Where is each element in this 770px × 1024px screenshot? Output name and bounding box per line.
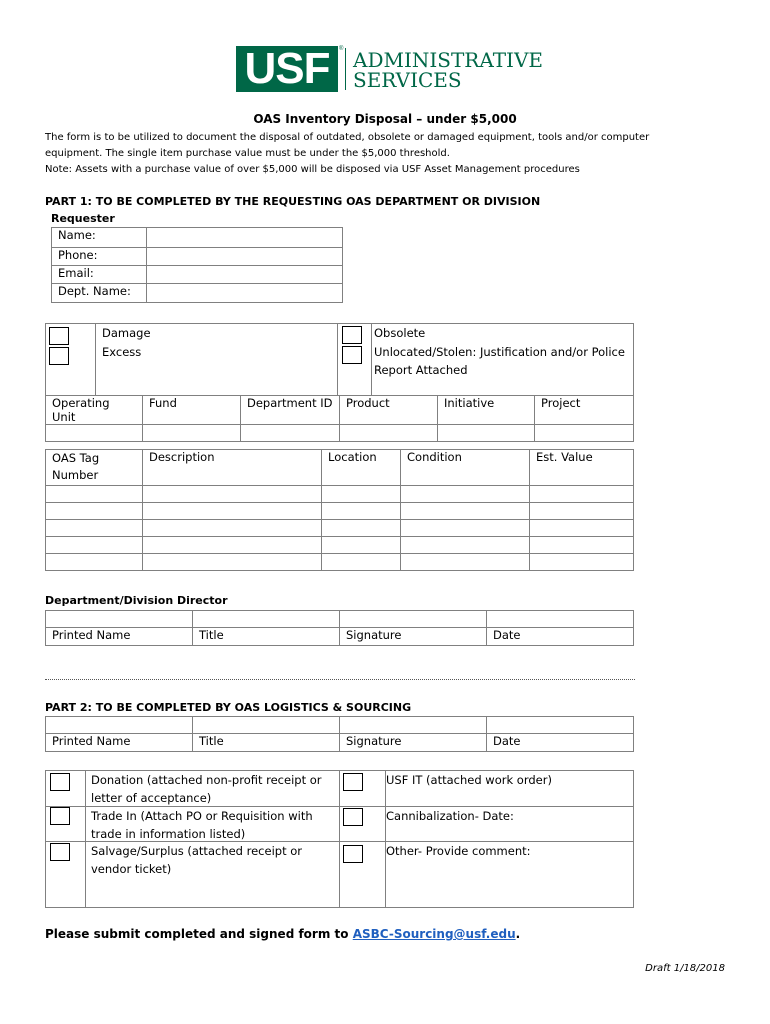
table-row <box>46 554 634 571</box>
form-title: OAS Inventory Disposal – under $5,000 <box>253 112 517 126</box>
director-date-label: Date <box>487 628 634 646</box>
other-checkbox[interactable] <box>343 845 363 863</box>
dept-name-label: Dept. Name: <box>52 284 147 303</box>
requester-table <box>51 227 343 303</box>
condition-cell[interactable] <box>401 554 530 571</box>
description-cell[interactable] <box>143 520 322 537</box>
description-header: Description <box>143 450 322 486</box>
logistics-date-field[interactable] <box>487 717 634 734</box>
location-cell[interactable] <box>322 486 401 503</box>
trade-in-checkbox[interactable] <box>50 807 70 825</box>
submit-text: Please submit completed and signed form to <box>45 927 349 941</box>
logistics-sign-table <box>45 716 634 752</box>
logo-line-2: SERVICES <box>353 68 462 92</box>
initiative-field[interactable] <box>438 425 535 442</box>
unlocated-stolen-label-2: Report Attached <box>374 363 468 377</box>
description-cell[interactable] <box>143 486 322 503</box>
director-sign-table <box>45 610 634 646</box>
description-cell[interactable] <box>143 503 322 520</box>
tag-cell[interactable] <box>46 537 143 554</box>
logistics-title-field[interactable] <box>193 717 340 734</box>
condition-cell[interactable] <box>401 486 530 503</box>
logistics-date-label: Date <box>487 734 634 752</box>
requester-heading: Requester <box>51 212 115 225</box>
value-cell[interactable] <box>530 520 634 537</box>
items-table <box>45 449 634 571</box>
intro-note: Note: Assets with a purchase value of over $5,000 will be disposed via USF Asset Management procedures <box>45 164 580 175</box>
tag-cell[interactable] <box>46 554 143 571</box>
unlocated-stolen-label: Unlocated/Stolen: Justification and/or Police <box>374 345 625 359</box>
operating-unit-header: Operating Unit <box>46 396 143 425</box>
part2-heading: PART 2: TO BE COMPLETED BY OAS LOGISTICS & SOURCING <box>45 701 412 714</box>
excess-checkbox[interactable] <box>49 347 69 365</box>
oas-tag-header-line-2: Number <box>52 468 99 482</box>
operating-unit-field[interactable] <box>46 425 143 442</box>
section-divider <box>45 679 635 680</box>
trademark-mark: ® <box>339 46 344 52</box>
donation-checkbox[interactable] <box>50 773 70 791</box>
cannibalization-checkbox[interactable] <box>343 808 363 826</box>
submit-instructions <box>45 927 520 941</box>
obsolete-label: Obsolete <box>374 326 426 340</box>
cannibalization-label: Cannibalization- Date: <box>386 809 514 823</box>
logo-line-1: ADMINISTRATIVE <box>353 48 543 72</box>
table-row <box>46 486 634 503</box>
oas-tag-header <box>46 450 143 486</box>
submission-email-link[interactable]: ASBC-Sourcing@usf.edu <box>352 927 516 941</box>
salvage-surplus-checkbox[interactable] <box>50 843 70 861</box>
description-cell[interactable] <box>143 554 322 571</box>
table-row <box>46 503 634 520</box>
project-header: Project <box>535 396 634 425</box>
donation-label-2: letter of acceptance) <box>91 791 212 805</box>
chartfield-table <box>45 395 634 442</box>
logistics-signature-label: Signature <box>340 734 487 752</box>
director-printed-name-field[interactable] <box>46 611 193 628</box>
department-id-header: Department ID <box>241 396 340 425</box>
director-heading: Department/Division Director <box>45 594 228 607</box>
oas-tag-header-line-1: OAS Tag <box>52 451 100 465</box>
obsolete-checkbox[interactable] <box>342 326 362 344</box>
product-field[interactable] <box>340 425 438 442</box>
excess-label: Excess <box>102 345 142 359</box>
logistics-signature-field[interactable] <box>340 717 487 734</box>
location-header: Location <box>322 450 401 486</box>
table-row <box>46 537 634 554</box>
name-label: Name: <box>52 228 147 248</box>
location-cell[interactable] <box>322 520 401 537</box>
director-date-field[interactable] <box>487 611 634 628</box>
phone-label: Phone: <box>52 248 147 266</box>
value-cell[interactable] <box>530 503 634 520</box>
logistics-printed-name-field[interactable] <box>46 717 193 734</box>
trade-in-label-2: trade in information listed) <box>91 827 246 841</box>
condition-header: Condition <box>401 450 530 486</box>
usf-logo: USF <box>236 46 338 92</box>
logistics-printed-name-label: Printed Name <box>46 734 193 752</box>
intro-line-1: The form is to be utilized to document the disposal of outdated, obsolete or damaged equipment, tools and/or computer <box>45 132 650 143</box>
tag-cell[interactable] <box>46 520 143 537</box>
department-id-field[interactable] <box>241 425 340 442</box>
part1-heading: PART 1: TO BE COMPLETED BY THE REQUESTING OAS DEPARTMENT OR DIVISION <box>45 195 541 208</box>
tag-cell[interactable] <box>46 503 143 520</box>
name-field[interactable] <box>147 228 343 248</box>
location-cell[interactable] <box>322 503 401 520</box>
est-value-header: Est. Value <box>530 450 634 486</box>
value-cell[interactable] <box>530 554 634 571</box>
donation-label: Donation (attached non-profit receipt or <box>91 773 322 787</box>
director-signature-field[interactable] <box>340 611 487 628</box>
email-label: Email: <box>52 266 147 284</box>
director-signature-label: Signature <box>340 628 487 646</box>
description-cell[interactable] <box>143 537 322 554</box>
product-header: Product <box>340 396 438 425</box>
table-row <box>46 520 634 537</box>
unlocated-stolen-checkbox[interactable] <box>342 346 362 364</box>
director-title-field[interactable] <box>193 611 340 628</box>
value-cell[interactable] <box>530 537 634 554</box>
trade-in-label: Trade In (Attach PO or Requisition with <box>91 809 313 823</box>
intro-line-2: equipment. The single item purchase value must be under the $5,000 threshold. <box>45 148 450 159</box>
salvage-surplus-label-2: vendor ticket) <box>91 862 172 876</box>
submit-period: . <box>515 927 521 941</box>
condition-cell[interactable] <box>401 520 530 537</box>
director-printed-name-label: Printed Name <box>46 628 193 646</box>
project-field[interactable] <box>535 425 634 442</box>
condition-cell[interactable] <box>401 503 530 520</box>
dept-name-field[interactable] <box>147 284 343 303</box>
other-label: Other- Provide comment: <box>386 844 531 858</box>
director-title-label: Title <box>193 628 340 646</box>
value-cell[interactable] <box>530 486 634 503</box>
logistics-title-label: Title <box>193 734 340 752</box>
initiative-header: Initiative <box>438 396 535 425</box>
tag-cell[interactable] <box>46 486 143 503</box>
email-field[interactable] <box>147 266 343 284</box>
damage-checkbox[interactable] <box>49 327 69 345</box>
location-cell[interactable] <box>322 554 401 571</box>
location-cell[interactable] <box>322 537 401 554</box>
damage-label: Damage <box>102 326 151 340</box>
logo-divider <box>345 48 346 90</box>
usf-it-checkbox[interactable] <box>343 773 363 791</box>
fund-field[interactable] <box>143 425 241 442</box>
draft-date: Draft 1/18/2018 <box>645 963 725 974</box>
condition-cell[interactable] <box>401 537 530 554</box>
phone-field[interactable] <box>147 248 343 266</box>
salvage-surplus-label: Salvage/Surplus (attached receipt or <box>91 844 303 858</box>
fund-header: Fund <box>143 396 241 425</box>
usf-it-label: USF IT (attached work order) <box>386 773 552 787</box>
